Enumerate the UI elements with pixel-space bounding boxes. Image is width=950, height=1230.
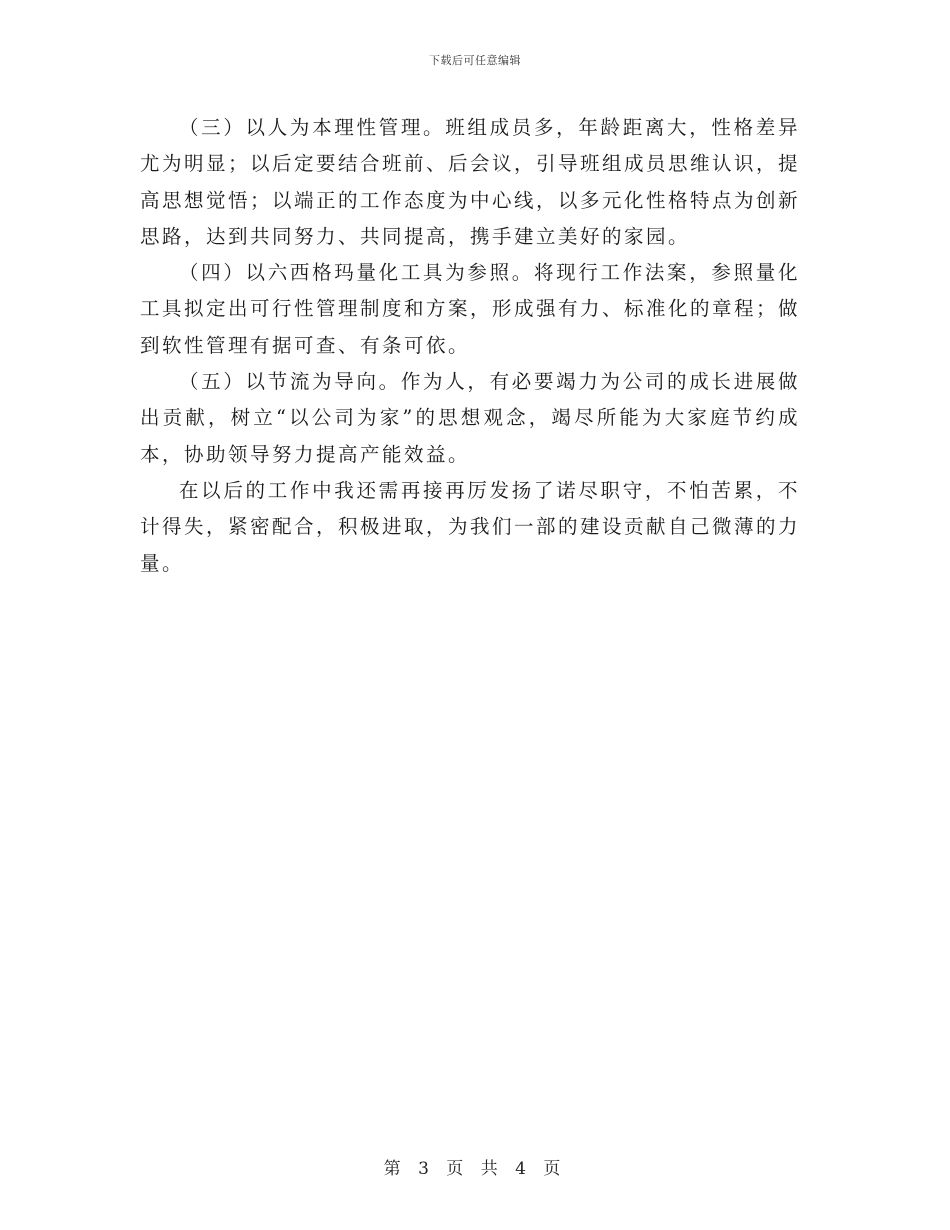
paragraph-3: （三）以人为本理性管理。班组成员多，年龄距离大，性格差异尤为明显；以后定要结合班前、后会议，引导班组成员思维认识，提高思想觉悟；以端正的工作态度为中心线，以多元化性格特点为创新思路，达到共同努力、共同提高，携手建立美好的家园。 (140, 116, 801, 248)
page-number-footer: 第 3 页 共 4 页 (383, 1159, 567, 1179)
document-body (140, 110, 800, 582)
paragraph-5: （五）以节流为导向。作为人，有必要竭力为公司的成长进展做出贡献，树立“以公司为家”的思想观念，竭尽所能为大家庭节约成本，协助领导努力提高产能效益。 (140, 370, 800, 466)
paragraph-4: （四）以六西格玛量化工具为参照。将现行工作法案，参照量化工具拟定出可行性管理制度和方案，形成强有力、标准化的章程；做到软性管理有据可查、有条可依。 (140, 261, 801, 357)
page-header: 下载后可任意编辑 (429, 54, 521, 67)
paragraph-closing: 在以后的工作中我还需再接再厉发扬了诺尽职守，不怕苦累，不计得失，紧密配合，积极进取，为我们一部的建设贡献自己微薄的力量。 (140, 478, 801, 575)
